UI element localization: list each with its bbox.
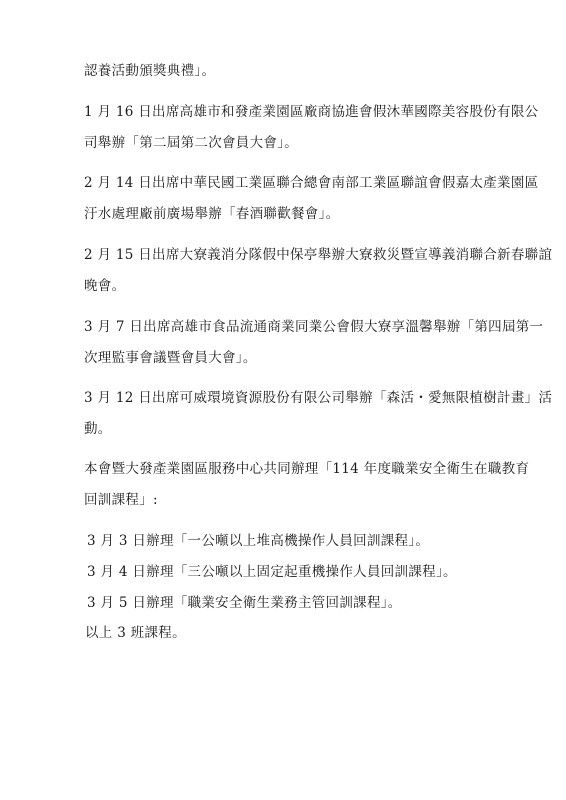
paragraph-line: 認養活動頒獎典禮」。: [84, 63, 216, 79]
paragraph-line: 1 月 16 日出席高雄市和發產業園區廠商協進會假沐華國際美容股份有限公: [84, 104, 539, 120]
paragraph-line: 動。: [84, 421, 112, 437]
paragraph-line: 晚會。: [84, 278, 126, 294]
paragraph-line: 汙水處理廠前廣場舉辦「春酒聯歡餐會」。: [84, 206, 340, 222]
course-summary: 以上 3 班課程。: [85, 625, 186, 641]
paragraph-line: 本會暨大發產業園區服務中心共同辦理「114 年度職業安全衛生在職教育: [84, 461, 530, 477]
paragraph-line: 3 月 7 日出席高雄市食品流通商業同業公會假大寮享溫馨舉辦「第四屆第一: [84, 319, 544, 335]
paragraph-line: 2 月 15 日出席大寮義消分隊假中保亭舉辦大寮救災暨宣導義消聯合新春聯誼: [84, 247, 553, 263]
paragraph-line: 回訓課程」:: [84, 492, 158, 508]
course-item: 3 月 4 日辦理「三公噸以上固定起重機操作人員回訓課程」。: [87, 564, 457, 580]
course-item: 3 月 5 日辦理「職業安全衛生業務主管回訓課程」。: [87, 595, 402, 611]
paragraph-line: 2 月 14 日出席中華民國工業區聯合總會南部工業區聯誼會假嘉太產業園區: [84, 175, 539, 191]
paragraph-line: 3 月 12 日出席可威環境資源股份有限公司舉辦「森活・愛無限植樹計畫」活: [84, 390, 553, 406]
course-item: 3 月 3 日辦理「一公噸以上堆高機操作人員回訓課程」。: [87, 533, 430, 549]
paragraph-line: 次理監事會議暨會員大會」。: [84, 350, 257, 366]
paragraph-line: 司舉辦「第二屆第二次會員大會」。: [84, 135, 299, 151]
